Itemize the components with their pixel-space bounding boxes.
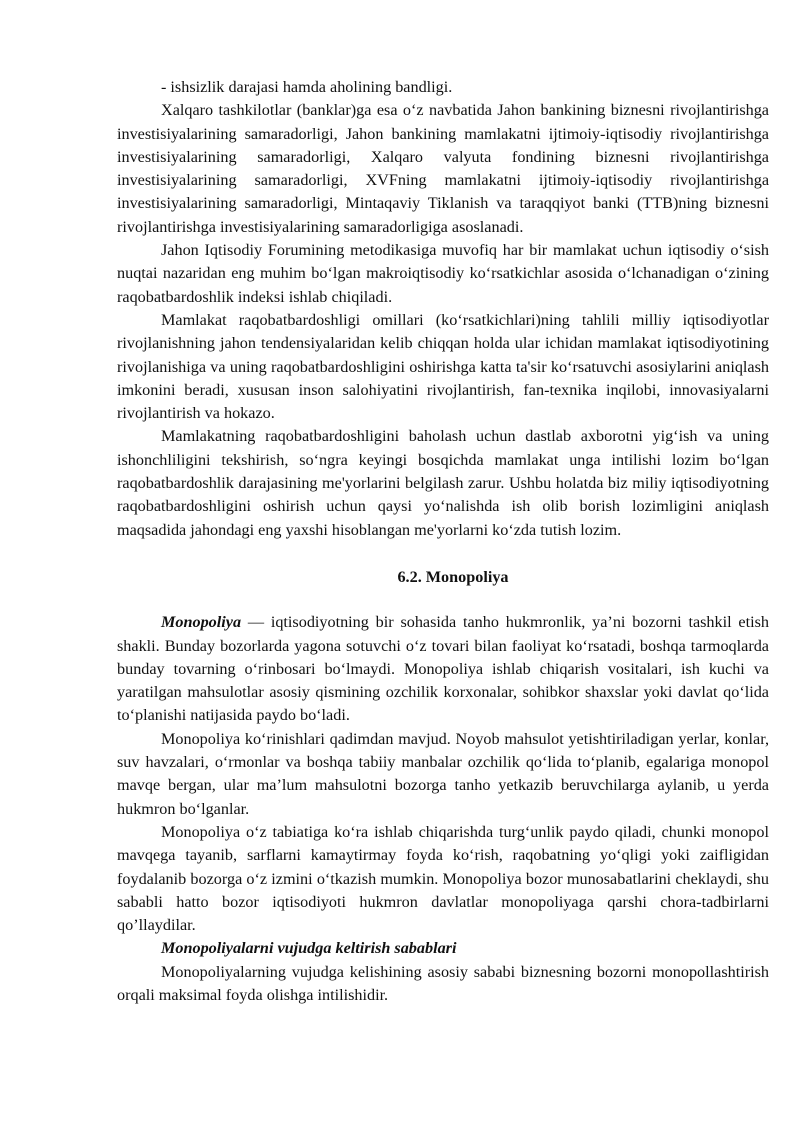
paragraph-monopoly-cause: Monopoliyalarning vujudga kelishining asosiy sababi biznesning bozorni monopollashtirish orqali maksimal foyda olishga intilishidir. [117,962,769,1004]
paragraph-international-orgs: Xalqaro tashkilotlar (banklar)ga esa oʻz navbatida Jahon bankining biznesni rivojlantirishga investisiyalarining samaradorligi, Jahon bankining mamlakatni ijtimoiy-iqtisodiy rivojlantirishga investisiyalarining samaradorligi, Xalqaro valyuta fondining biznesni rivojlantirishga investisiyalarining samaradorligi, XVFning mamlakatni ijtimoiy-iqtisodiy rivojlantirishga investisiyalarining samaradorligi, Mintaqaviy Tiklanish va taraqqiyot banki (TTB)ning biznesni rivojlantirishga investisiyalarining samaradorligiga asoslanadi. [117,101,769,236]
paragraph-competitiveness-assessment: Mamlakatning raqobatbardoshligini baholash uchun dastlab axborotni yigʻish va uning ishonchliligini tekshirish, soʻngra keyingi bosqichda mamlakat unga intilishi lozim boʻlgan raqobatbardoshlik darajasining me'yorlarini belgilash zarur. Ushbu holatda biz miliy iqtisodiyotning raqobatbardoshligini oshirish uchun qaysi yoʻnalishda ish olib borish lozimligini aniqlash maqsadida jahondagi eng yaxshi hisoblangan me'yorlarni koʻzda tutish lozim. [117,427,769,539]
paragraph-monopoly-nature: Monopoliya oʻz tabiatiga koʻra ishlab chiqarishda turgʻunlik paydo qiladi, chunki monopol mavqega tayanib, sarflarni kamaytirmay foyda koʻrish, raqobatning yoʻqligi yoki zaifligidan foydalanib bozorga oʻz izmini oʻtkazish mumkin. Monopoliya bozor munosabatlarini cheklaydi, shu sababli hatto bozor iqtisodiyoti hukmron davlatlar monopoliyaga qarshi chora-tadbirlarni qo’llaydilar. [117,822,769,935]
definition-text: — iqtisodiyotning bir sohasida tanho hukmronlik, ya’ni bozorni tashkil etish shakli. Bunday bozorlarda yagona sotuvchi oʻz tovari bilan faoliyat koʻrsatadi, boshqa tarmoqlarda bunday tovarning oʻrinbosari boʻlmaydi. Monopoliya ishlab chiqarish vositalari, ish kuchi va yaratilgan mahsulotlar asosiy qismining ozchilik korxonalar, sohibkor shaxslar yoki davlat qoʻlida toʻplanishi natijasida paydo boʻladi. [117,613,769,725]
paragraph-competitiveness-factors: Mamlakat raqobatbardoshligi omillari (koʻrsatkichlari)ning tahlili milliy iqtisodiyotlar rivojlanishning jahon tendensiyalaridan kelib chiqqan holda ular ichidan mamlakat iqtisodiyotining rivojlanishiga va uning raqobatbardoshligini oshirishga katta ta'sir koʻrsatuvchi asosiylarini aniqlash imkonini beradi, xususan inson salohiyatini rivojlantirish, fan-texnika inqilobi, innovasiyalarni rivojlantirish va hokazo. [117,310,769,423]
paragraph-monopoly-history: Monopoliya koʻrinishlari qadimdan mavjud. Noyob mahsulot yetishtiriladigan yerlar, konlar, suv havzalari, oʻrmonlar va boshqa tabiiy manbalar ozchilik qoʻlida toʻplanib, egalariga monopol mavqe bergan, ular ma’lum mahsulotni bozorga tanho yetkazib beruvchilarga aylanib, u yerda hukmron boʻlganlar. [117,729,769,818]
paragraph-wef-method: Jahon Iqtisodiy Forumining metodikasiga muvofiq har bir mamlakat uchun iqtisodiy oʻsish nuqtai nazaridan eng muhim boʻlgan makroiqtisodiy koʻrsatkichlar asosida oʻlchanadigan oʻzining raqobatbardoshlik indeksi ishlab chiqiladi. [117,241,769,306]
page-body [117,76,769,1007]
paragraph-unemployment: - ishsizlik darajasi hamda aholining bandligi. [161,78,453,96]
section-heading: 6.2. Monopoliya [397,567,509,586]
definition-term: Monopoliya [161,613,242,632]
paragraph-monopoly-definition [117,611,769,727]
subheading-causes: Monopoliyalarni vujudga keltirish sabablari [161,939,457,958]
